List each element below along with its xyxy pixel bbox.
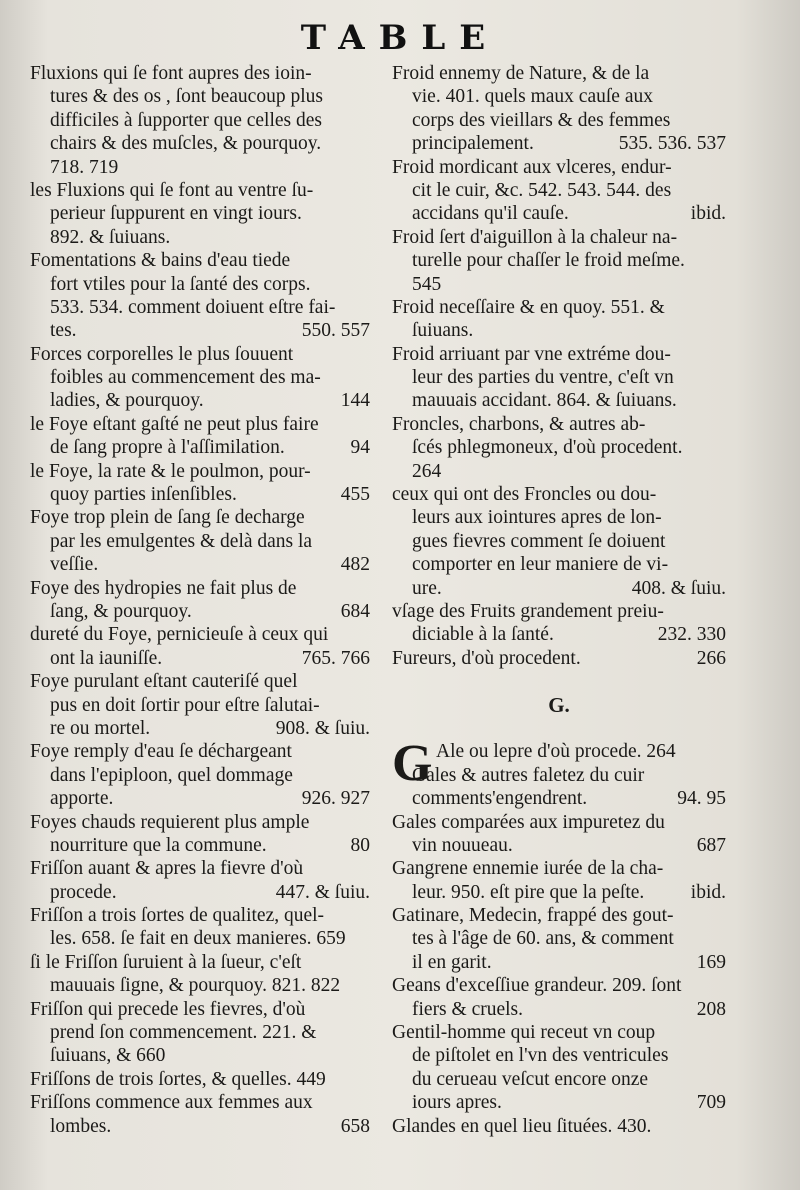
index-entry-text: leur. 950. eſt pire que la peſte. bbox=[412, 881, 645, 903]
right-column bbox=[392, 62, 726, 1138]
index-entry-line bbox=[392, 998, 726, 1021]
index-entry-line bbox=[392, 132, 726, 155]
page-reference: 908. & ſuiu. bbox=[275, 717, 370, 739]
index-entry-text: Gatinare, Medecin, frappé des gout- bbox=[392, 905, 674, 927]
drop-cap-letter: G bbox=[392, 735, 433, 793]
index-entry-line bbox=[30, 1044, 370, 1067]
index-entry-line bbox=[30, 413, 370, 436]
index-entry-line bbox=[30, 974, 370, 997]
index-entry-line bbox=[30, 764, 370, 787]
index-entry-text: Gentil-homme qui receut vn coup bbox=[392, 1022, 656, 1044]
index-entry-text: le Foye eſtant gaſté ne peut plus faire bbox=[30, 413, 319, 435]
index-entry-line bbox=[392, 273, 726, 296]
index-entry-text: le Foye, la rate & le poulmon, pour- bbox=[30, 460, 311, 482]
index-entry-text: ſi le Friſſon ſuruient à la ſueur, c'eſt bbox=[30, 951, 302, 973]
index-entry-line bbox=[392, 62, 726, 85]
page-reference: 169 bbox=[696, 951, 726, 973]
index-entry-text: tes à l'âge de 60. ans, & comment bbox=[412, 928, 674, 950]
index-entry-text: Foye trop plein de ſang ſe decharge bbox=[30, 507, 305, 529]
index-entry-text: mauuais ſigne, & pourquoy. 821. 822 bbox=[50, 975, 341, 997]
index-entry-text: leur des parties du ventre, c'eſt vn bbox=[412, 367, 674, 389]
index-entry-text: Fureurs, d'où procedent. bbox=[392, 647, 581, 669]
index-entry-text: Froid mordicant aux vlceres, endur- bbox=[392, 156, 672, 178]
index-entry-text: comments'engendrent. bbox=[412, 788, 588, 810]
index-entry-line bbox=[30, 904, 370, 927]
index-entry-line bbox=[30, 670, 370, 693]
index-entry-text: Froid ſert d'aiguillon à la chaleur na- bbox=[392, 226, 678, 248]
index-entry-line bbox=[392, 553, 726, 576]
index-entry-text: principalement. bbox=[412, 133, 534, 155]
page-reference: 144 bbox=[340, 390, 370, 412]
index-entry-text: Friſſons commence aux femmes aux bbox=[30, 1092, 313, 1114]
index-entry-text: ure. bbox=[412, 577, 442, 599]
index-entry-text: Glandes en quel lieu ſituées. 430. bbox=[392, 1115, 652, 1137]
index-entry-line bbox=[30, 366, 370, 389]
index-entry-line bbox=[392, 389, 726, 412]
index-entry-text: ſuiuans. bbox=[412, 320, 474, 342]
page-reference: 208 bbox=[696, 998, 726, 1020]
index-entry-line bbox=[30, 436, 370, 459]
index-entry-text: dureté du Foye, pernicieuſe à ceux qui bbox=[30, 624, 329, 646]
index-entry-line bbox=[392, 85, 726, 108]
index-entry-line bbox=[392, 1115, 726, 1138]
page-reference: ibid. bbox=[690, 203, 726, 225]
index-entry-text: il en garit. bbox=[412, 951, 492, 973]
index-entry-line bbox=[392, 413, 726, 436]
index-entry-line bbox=[392, 1091, 726, 1114]
index-entry-line bbox=[392, 483, 726, 506]
index-entry-text: fiers & cruels. bbox=[412, 998, 524, 1020]
index-entry-line bbox=[392, 881, 726, 904]
index-entry-line bbox=[392, 436, 726, 459]
index-entry-text: gues fievres comment ſe doiuent bbox=[412, 530, 666, 552]
index-entry-line bbox=[30, 85, 370, 108]
index-entry-text: 545 bbox=[412, 273, 442, 295]
index-entry-line bbox=[30, 483, 370, 506]
index-entry-text: quoy parties inſenſibles. bbox=[50, 484, 237, 506]
page-reference: 684 bbox=[340, 600, 370, 622]
index-entry-line bbox=[392, 319, 726, 342]
index-entry-text: 892. & ſuiuans. bbox=[50, 226, 171, 248]
index-entry-line bbox=[30, 881, 370, 904]
page-reference: 658 bbox=[340, 1115, 370, 1137]
index-entry-text: pus en doit ſortir pour eſtre ſalutai- bbox=[50, 694, 320, 716]
running-head-title: TABLE bbox=[300, 18, 500, 58]
index-entry-line bbox=[30, 927, 370, 950]
index-entry-text: Foye des hydropies ne fait plus de bbox=[30, 577, 297, 599]
index-entry-text: corps des vieillars & des femmes bbox=[412, 109, 671, 131]
index-entry-line bbox=[392, 577, 726, 600]
index-entry-line bbox=[392, 156, 726, 179]
index-entry-line bbox=[30, 647, 370, 670]
page-reference: 408. & ſuiu. bbox=[631, 577, 726, 599]
index-entry-text: Friſſon qui precede les fievres, d'où bbox=[30, 998, 306, 1020]
index-entry-line bbox=[392, 834, 726, 857]
index-entry-line bbox=[392, 787, 726, 810]
index-entry-line bbox=[392, 974, 726, 997]
index-entry-line bbox=[392, 343, 726, 366]
index-entry-text: Froid neceſſaire & en quoy. 551. & bbox=[392, 296, 665, 318]
index-entry-line bbox=[30, 717, 370, 740]
index-entry-line bbox=[30, 62, 370, 85]
index-entry-line bbox=[30, 389, 370, 412]
index-entry-line bbox=[30, 273, 370, 296]
index-entry-text: iours apres. bbox=[412, 1092, 502, 1114]
index-entry-text: tes. bbox=[50, 320, 77, 342]
index-entry-text: difficiles à ſupporter que celles des bbox=[50, 109, 323, 131]
index-entry-text: chairs & des muſcles, & pourquoy. bbox=[50, 133, 322, 155]
index-entry-text: Friſſon auant & apres la fievre d'où bbox=[30, 858, 304, 880]
page-reference: 926. 927 bbox=[301, 788, 370, 810]
index-entry-line bbox=[392, 811, 726, 834]
index-entry-line bbox=[392, 904, 726, 927]
index-entry-text: Froid arriuant par vne extréme dou- bbox=[392, 343, 671, 365]
index-entry-text: 533. 534. comment doiuent eſtre fai- bbox=[50, 296, 336, 318]
index-entry-line bbox=[30, 694, 370, 717]
index-entry-text: 264 bbox=[412, 460, 442, 482]
index-entry-text: Ale ou lepre d'où procede. 264 bbox=[436, 741, 676, 763]
index-entry-text: ceux qui ont des Froncles ou dou- bbox=[392, 484, 657, 506]
index-entry-line bbox=[30, 343, 370, 366]
section-spacer bbox=[392, 717, 726, 740]
page-reference: 80 bbox=[350, 834, 370, 856]
page-reference: 94 bbox=[350, 437, 370, 459]
index-entry-line bbox=[392, 109, 726, 132]
index-entry-text: lombes. bbox=[50, 1115, 112, 1137]
index-entry-text: du cerueau veſcut encore onze bbox=[412, 1068, 649, 1090]
index-entry-text: les Fluxions qui ſe font au ventre ſu- bbox=[30, 179, 314, 201]
index-entry-text: dans l'epiploon, quel dommage bbox=[50, 764, 293, 786]
index-entry-line bbox=[392, 366, 726, 389]
index-entry-line bbox=[392, 506, 726, 529]
page-reference: 765. 766 bbox=[301, 647, 370, 669]
index-entry-line bbox=[30, 296, 370, 319]
index-entry-text: ſuiuans, & 660 bbox=[50, 1045, 166, 1067]
page-reference: 687 bbox=[696, 834, 726, 856]
index-entry-text: tures & des os , ſont beaucoup plus bbox=[50, 86, 323, 108]
index-entry-text: leurs aux iointures apres de lon- bbox=[412, 507, 662, 529]
index-entry-line bbox=[30, 740, 370, 763]
index-entry-line bbox=[30, 577, 370, 600]
index-entry-text: Geans d'exceſſiue grandeur. 209. ſont bbox=[392, 975, 682, 997]
index-entry-line bbox=[392, 296, 726, 319]
index-entry-line bbox=[30, 249, 370, 272]
index-entry-text: Gangrene ennemie iurée de la cha- bbox=[392, 858, 664, 880]
index-entry-text: Friſſon a trois ſortes de qualitez, quel- bbox=[30, 905, 325, 927]
left-column bbox=[30, 62, 370, 1138]
index-entry-line bbox=[30, 834, 370, 857]
index-entry-line bbox=[30, 951, 370, 974]
index-entry-text: Fomentations & bains d'eau tiede bbox=[30, 250, 291, 272]
page-reference: 266 bbox=[696, 647, 726, 669]
index-entry-text: Gales & autres faletez du cuir bbox=[412, 764, 645, 786]
index-entry-line bbox=[392, 1068, 726, 1091]
page-reference: 535. 536. 537 bbox=[618, 133, 726, 155]
index-entry-line bbox=[30, 530, 370, 553]
page-reference: 550. 557 bbox=[301, 320, 370, 342]
index-entry-text: les. 658. ſe fait en deux manieres. 659 bbox=[50, 928, 346, 950]
index-entry-line bbox=[30, 1068, 370, 1091]
page-reference: 447. & ſuiu. bbox=[275, 881, 370, 903]
index-entry-text: foibles au commencement des ma- bbox=[50, 367, 321, 389]
index-entry-line bbox=[30, 179, 370, 202]
index-entry-text: Foye remply d'eau ſe déchargeant bbox=[30, 741, 292, 763]
index-entry-text: comporter en leur maniere de vi- bbox=[412, 554, 669, 576]
section-letter-heading: G. bbox=[548, 693, 570, 718]
index-entry-line bbox=[30, 109, 370, 132]
index-entry-line bbox=[30, 623, 370, 646]
index-entry-line bbox=[30, 506, 370, 529]
index-entry-text: 718. 719 bbox=[50, 156, 119, 178]
index-entry-line bbox=[392, 951, 726, 974]
index-entry-line bbox=[392, 179, 726, 202]
index-entry-line bbox=[30, 226, 370, 249]
index-entry-text: apporte. bbox=[50, 788, 114, 810]
index-entry-line bbox=[30, 1021, 370, 1044]
index-entry-line bbox=[392, 647, 726, 670]
index-entry-text: ont la iauniſſe. bbox=[50, 647, 163, 669]
index-entry-text: re ou mortel. bbox=[50, 717, 151, 739]
index-entry-text: ſcés phlegmoneux, d'où procedent. bbox=[412, 437, 683, 459]
index-entry-text: nourriture que la commune. bbox=[50, 834, 267, 856]
index-entry-text: ladies, & pourquoy. bbox=[50, 390, 204, 412]
page-reference: 709 bbox=[696, 1092, 726, 1114]
index-entry-line bbox=[30, 811, 370, 834]
index-entry-line bbox=[30, 787, 370, 810]
index-entry-line bbox=[30, 319, 370, 342]
index-entry-line bbox=[30, 132, 370, 155]
index-entry-text: ſang, & pourquoy. bbox=[50, 600, 192, 622]
index-entry-text: de ſang propre à l'aſſimilation. bbox=[50, 437, 285, 459]
index-entry-line bbox=[30, 553, 370, 576]
index-entry-text: Gales comparées aux impuretez du bbox=[392, 811, 665, 833]
index-entry-text: Froid ennemy de Nature, & de la bbox=[392, 63, 650, 84]
index-entry-line bbox=[392, 927, 726, 950]
index-entry-text: diciable à la ſanté. bbox=[412, 624, 554, 646]
index-entry-text: Friſſons de trois ſortes, & quelles. 449 bbox=[30, 1068, 326, 1090]
index-entry-text: Forces corporelles le plus ſouuent bbox=[30, 343, 294, 365]
index-entry-text: par les emulgentes & delà dans la bbox=[50, 530, 313, 552]
index-entry-text: cit le cuir, &c. 542. 543. 544. des bbox=[412, 179, 672, 201]
page-reference: 482 bbox=[340, 554, 370, 576]
index-entry-text: veſſie. bbox=[50, 554, 99, 576]
index-entry-text: de piſtolet en l'vn des ventricules bbox=[412, 1045, 669, 1067]
index-entry-line bbox=[392, 249, 726, 272]
index-entry-line bbox=[392, 202, 726, 225]
index-entry-text: Froncles, charbons, & autres ab- bbox=[392, 413, 646, 435]
index-entry-line bbox=[30, 1091, 370, 1114]
index-entry-line bbox=[392, 600, 726, 623]
index-entry-text: vin nouueau. bbox=[412, 834, 513, 856]
index-entry-line bbox=[30, 998, 370, 1021]
index-entry-text: prend ſon commencement. 221. & bbox=[50, 1022, 317, 1044]
page-reference: 94. 95 bbox=[677, 788, 726, 810]
index-entry-text: mauuais accidant. 864. & ſuiuans. bbox=[412, 390, 677, 412]
index-entry-line bbox=[30, 156, 370, 179]
index-entry-text: Foye purulant eſtant cauteriſé quel bbox=[30, 671, 298, 693]
index-entry-line bbox=[30, 202, 370, 225]
index-entry-text: accidans qu'il cauſe. bbox=[412, 203, 569, 225]
page-reference: 455 bbox=[340, 484, 370, 506]
index-entry-line bbox=[392, 460, 726, 483]
index-entry-line bbox=[392, 857, 726, 880]
index-entry-line bbox=[392, 1021, 726, 1044]
index-entry-text: perieur ſuppurent en vingt iours. bbox=[50, 203, 302, 225]
index-entry-line bbox=[392, 530, 726, 553]
index-entry-line bbox=[30, 600, 370, 623]
index-entry-line bbox=[392, 226, 726, 249]
index-entry-line bbox=[392, 1044, 726, 1067]
page-reference: 232. 330 bbox=[657, 624, 726, 646]
index-entry-text: procede. bbox=[50, 881, 117, 903]
index-entry-text: Fluxions qui ſe font aupres des ioin- bbox=[30, 63, 312, 84]
page-reference: ibid. bbox=[690, 881, 726, 903]
index-entry-text: turelle pour chaſſer le froid meſme. bbox=[412, 250, 685, 272]
index-entry-text: vie. 401. quels maux cauſe aux bbox=[412, 86, 653, 108]
index-entry-line bbox=[30, 1115, 370, 1138]
index-entry-text: Foyes chauds requierent plus ample bbox=[30, 811, 310, 833]
index-entry-line bbox=[392, 764, 726, 787]
index-entry-line bbox=[30, 460, 370, 483]
index-entry-line bbox=[392, 623, 726, 646]
index-entry-text: fort vtiles pour la ſanté des corps. bbox=[50, 273, 311, 295]
index-entry-line bbox=[30, 857, 370, 880]
index-entry-text: vſage des Fruits grandement preiu- bbox=[392, 600, 664, 622]
